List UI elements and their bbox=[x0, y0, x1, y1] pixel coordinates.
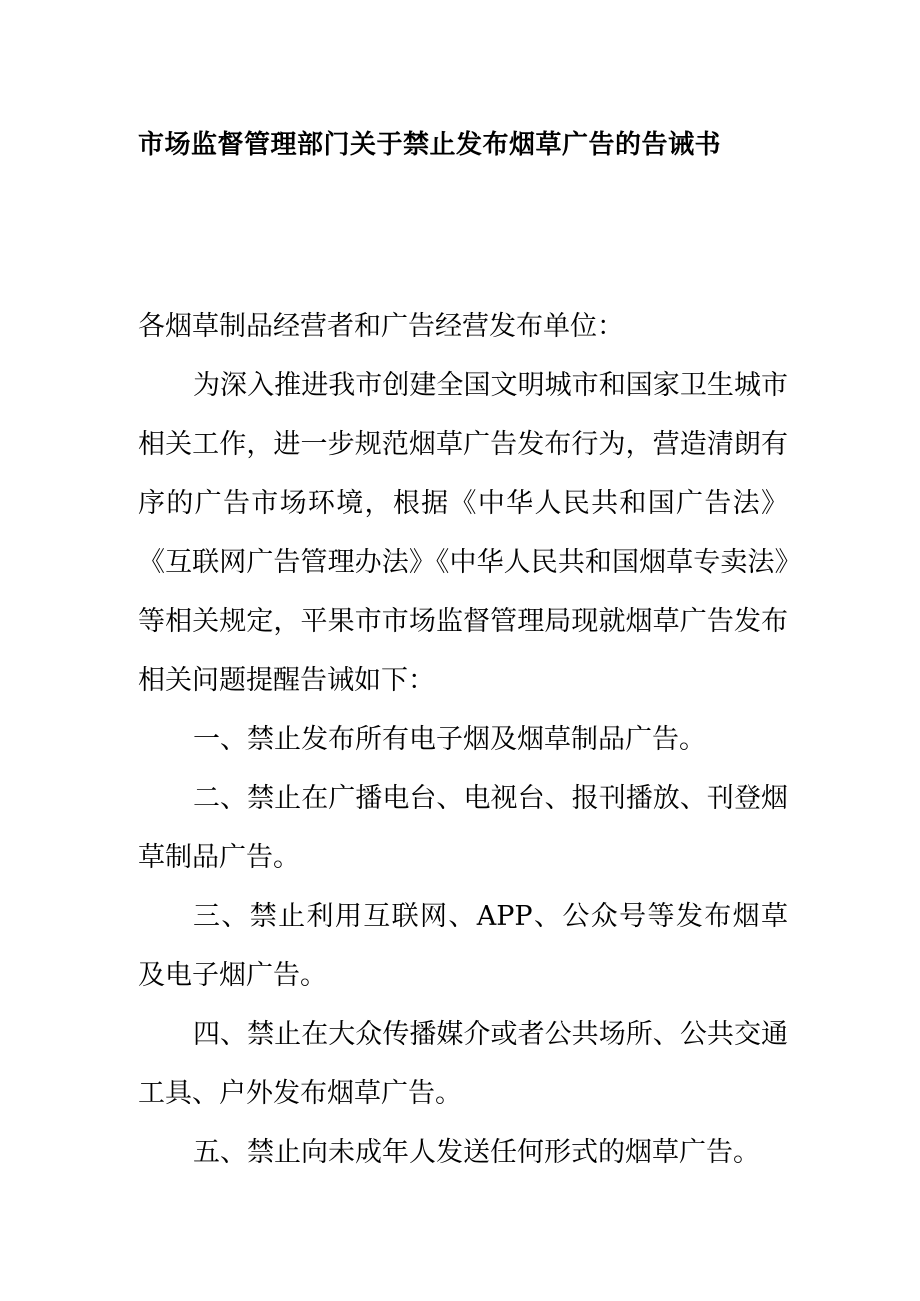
rule-item-2: 二、禁止在广播电台、电视台、报刊播放、刊登烟草制品广告。 bbox=[138, 783, 788, 873]
document-title: 市场监督管理部门关于禁止发布烟草广告的告诫书 bbox=[138, 130, 722, 160]
rule-item-1: 一、禁止发布所有电子烟及烟草制品广告。 bbox=[193, 724, 706, 755]
document-body bbox=[138, 297, 788, 1182]
rule-item-4: 四、禁止在大众传播媒介或者公共场所、公共交通工具、户外发布烟草广告。 bbox=[138, 1019, 788, 1109]
rule-item-3: 三、禁止利用互联网、APP、公众号等发布烟草及电子烟广告。 bbox=[138, 901, 788, 991]
intro-paragraph: 为深入推进我市创建全国文明城市和国家卫生城市相关工作，进一步规范烟草广告发布行为，营造清朗有序的广告市场环境，根据《中华人民共和国广告法》《互联网广告管理办法》《中华人民共和国烟草专卖法》等相关规定，平果市市场监督管理局现就烟草广告发布相关问题提醒告诫如下： bbox=[138, 370, 788, 696]
rule-item-5: 五、禁止向未成年人发送任何形式的烟草广告。 bbox=[193, 1137, 760, 1168]
salutation: 各烟草制品经营者和广告经营发布单位： bbox=[138, 311, 624, 342]
